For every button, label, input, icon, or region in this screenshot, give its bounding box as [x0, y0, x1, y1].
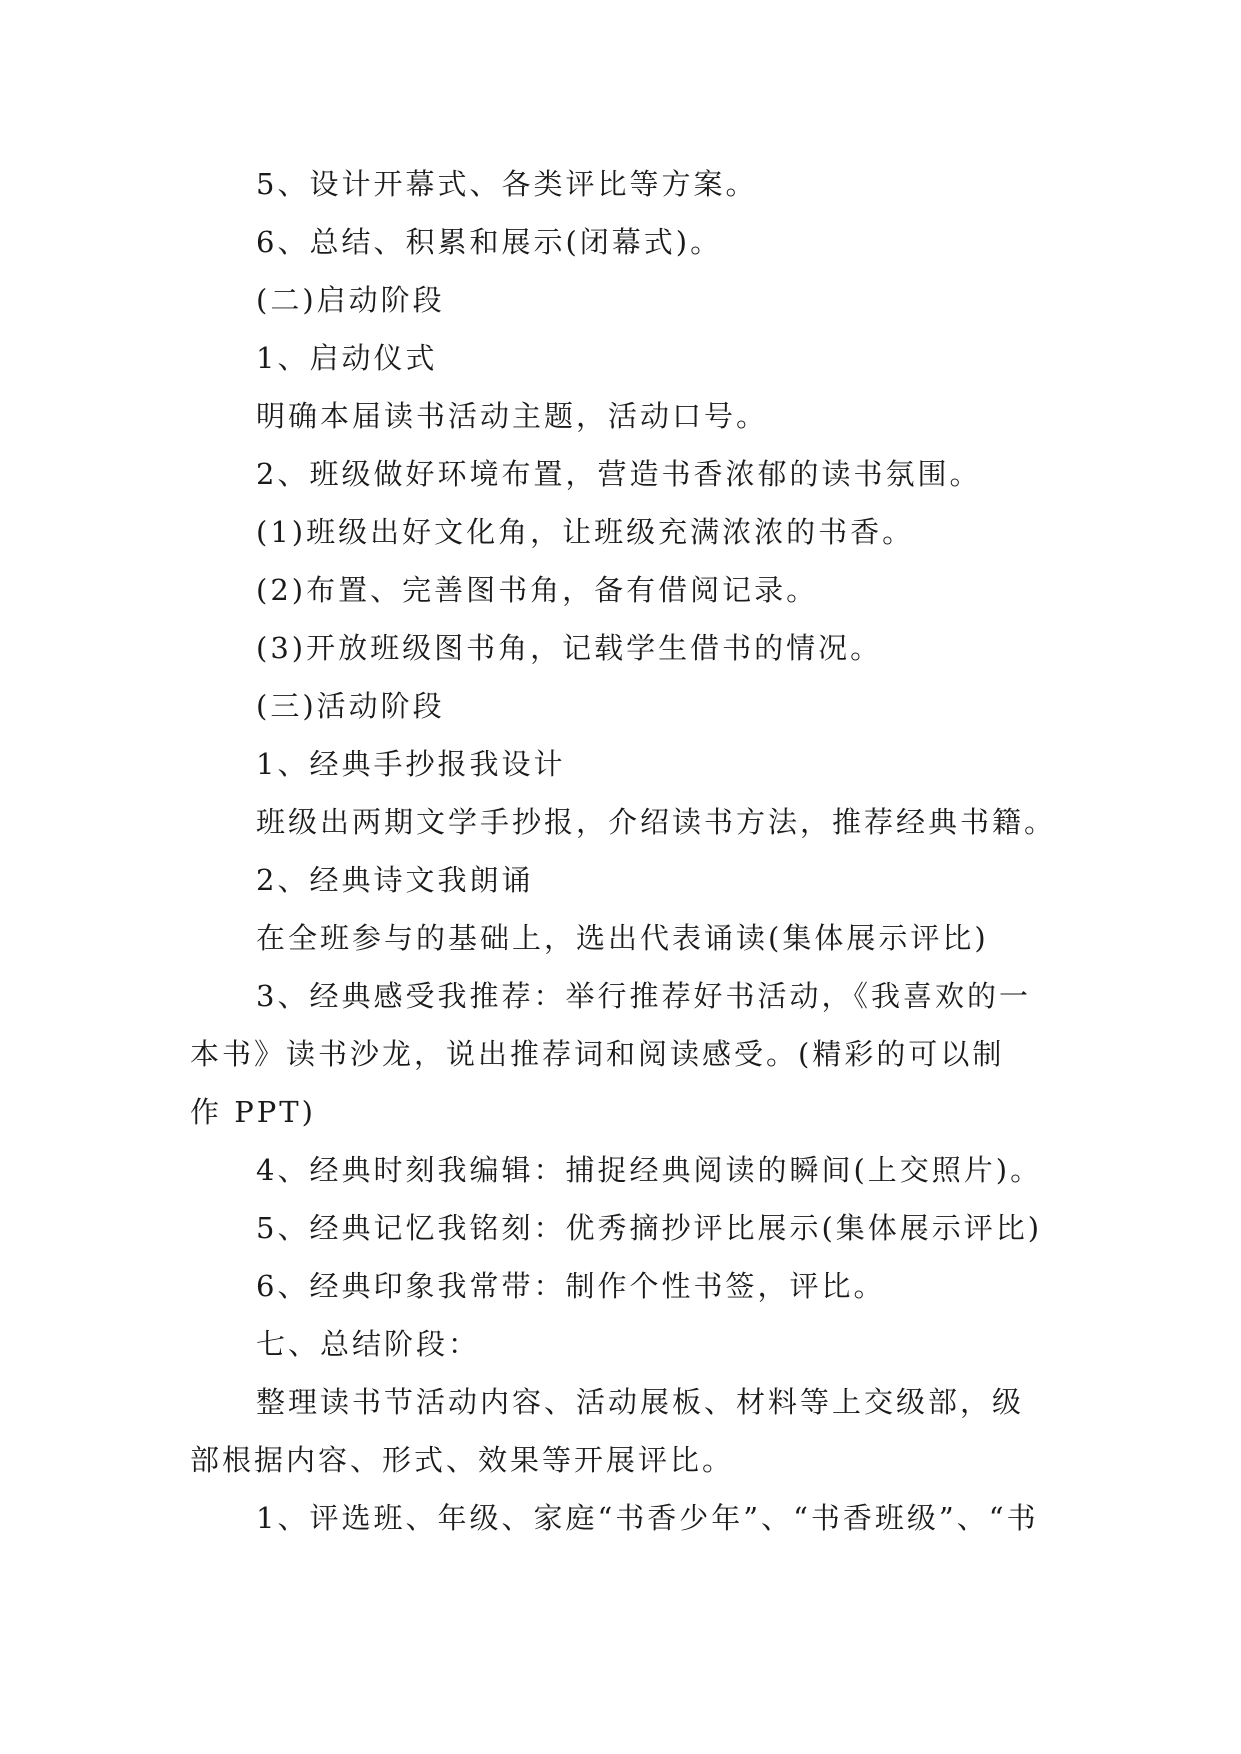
- text-line: 班级出两期文学手抄报，介绍读书方法，推荐经典书籍。: [256, 805, 1057, 839]
- text-line: 2、经典诗文我朗诵: [256, 863, 534, 897]
- text-line: 1、经典手抄报我设计: [256, 747, 566, 781]
- text-line: 5、经典记忆我铭刻：优秀摘抄评比展示(集体展示评比): [256, 1211, 1043, 1245]
- text-line: 4、经典时刻我编辑：捕捉经典阅读的瞬间(上交照片)。: [256, 1153, 1043, 1187]
- text-line: 明确本届读书活动主题，活动口号。: [256, 399, 769, 433]
- section-heading: 七、总结阶段：: [256, 1327, 481, 1361]
- text-line: 作 PPT): [190, 1095, 316, 1129]
- text-line: 5、设计开幕式、各类评比等方案。: [256, 167, 758, 201]
- text-line: 6、经典印象我常带：制作个性书签，评比。: [256, 1269, 886, 1303]
- text-line: (1)班级出好文化角，让班级充满浓浓的书香。: [256, 515, 915, 549]
- text-line: 6、总结、积累和展示(闭幕式)。: [256, 225, 723, 259]
- text-line: 在全班参与的基础上，选出代表诵读(集体展示评比): [256, 921, 989, 955]
- text-line: 3、经典感受我推荐：举行推荐好书活动，《我喜欢的一: [256, 979, 1031, 1013]
- text-line: 1、评选班、年级、家庭“书香少年”、“书香班级”、“书: [256, 1501, 1039, 1535]
- text-line: 2、班级做好环境布置，营造书香浓郁的读书氛围。: [256, 457, 982, 491]
- text-line: 本书》读书沙龙，说出推荐词和阅读感受。(精彩的可以制: [190, 1037, 1005, 1071]
- section-heading: (二)启动阶段: [256, 283, 445, 317]
- text-line: 1、启动仪式: [256, 341, 438, 375]
- text-line: 整理读书节活动内容、活动展板、材料等上交级部，级: [256, 1385, 1025, 1419]
- document-body: [190, 155, 1060, 1547]
- text-line: 部根据内容、形式、效果等开展评比。: [190, 1443, 735, 1477]
- section-heading: (三)活动阶段: [256, 689, 445, 723]
- text-line: (3)开放班级图书角，记载学生借书的情况。: [256, 631, 883, 665]
- text-line: (2)布置、完善图书角，备有借阅记录。: [256, 573, 819, 607]
